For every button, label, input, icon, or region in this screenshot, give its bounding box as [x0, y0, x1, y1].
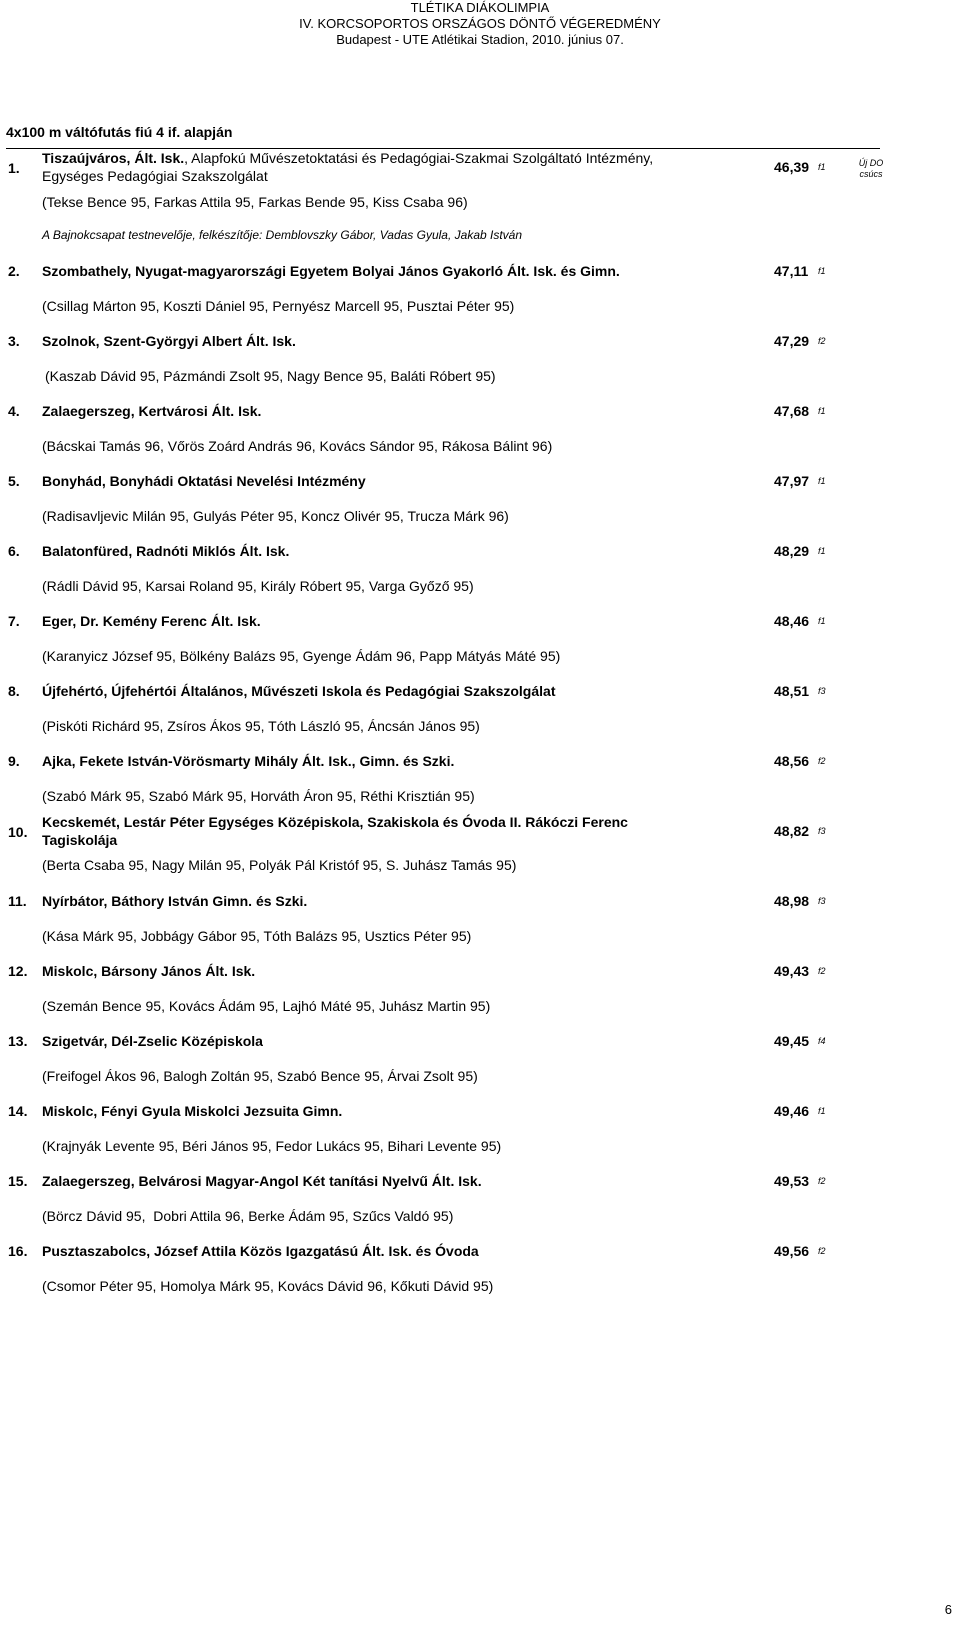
team-members: (Szabó Márk 95, Szabó Márk 95, Horváth Áron 95, Réthi Krisztián 95) [42, 788, 475, 804]
time: 49,45 [774, 1033, 810, 1049]
header-venue: Budapest - UTE Atlétikai Stadion, 2010. június 07. [336, 32, 624, 47]
team-members: (Kaszab Dávid 95, Pázmándi Zsolt 95, Nagy Bence 95, Baláti Róbert 95) [45, 368, 496, 384]
record-note [856, 158, 886, 180]
school-name: Ajka, Fekete István-Vörösmarty Mihály Ált. Isk., Gimn. és Szki. [42, 753, 455, 769]
heat: f3 [818, 826, 826, 836]
place: 13. [8, 1033, 28, 1049]
time: 48,29 [774, 543, 810, 559]
team-members: (Karanyicz József 95, Bölkény Balázs 95, Gyenge Ádám 96, Papp Mátyás Máté 95) [42, 648, 561, 664]
school-name: Nyírbátor, Báthory István Gimn. és Szki. [42, 893, 308, 909]
time: 49,53 [774, 1173, 810, 1189]
team-members: (Bácskai Tamás 96, Vőrös Zoárd András 96, Kovács Sándor 95, Rákosa Bálint 96) [42, 438, 553, 454]
school-name: Szigetvár, Dél-Zselic Középiskola [42, 1033, 263, 1049]
place: 10. [8, 824, 28, 840]
place: 3. [8, 333, 20, 349]
time: 48,82 [774, 823, 810, 839]
school-name-rest: , Alapfokú Művészetoktatási és Pedagógiai-Szakmai Szolgáltató Intézmény, [184, 150, 654, 166]
place: 15. [8, 1173, 28, 1189]
team-members: (Freifogel Ákos 96, Balogh Zoltán 95, Szabó Bence 95, Árvai Zsolt 95) [42, 1068, 478, 1084]
time: 49,56 [774, 1243, 810, 1259]
place: 4. [8, 403, 20, 419]
event-divider [6, 148, 880, 149]
school-name: Zalaegerszeg, Kertvárosi Ált. Isk. [42, 403, 262, 419]
time: 49,43 [774, 963, 810, 979]
place: 7. [8, 613, 20, 629]
school-name: Szolnok, Szent-Györgyi Albert Ált. Isk. [42, 333, 296, 349]
heat: f3 [818, 686, 826, 696]
place: 5. [8, 473, 20, 489]
time: 47,11 [774, 263, 809, 279]
page-number: 6 [944, 1602, 952, 1617]
heat: f1 [818, 266, 826, 276]
school-name: Kecskemét, Lestár Péter Egységes Középiskola, Szakiskola és Óvoda II. Rákóczi Ferenc [42, 814, 628, 830]
record-note-line2: csúcs [859, 169, 883, 179]
team-members: (Kása Márk 95, Jobbágy Gábor 95, Tóth Balázs 95, Usztics Péter 95) [42, 928, 472, 944]
coach-note: A Bajnokcsapat testnevelője, felkészítője: Demblovszky Gábor, Vadas Gyula, Jakab István [42, 228, 523, 242]
time: 48,46 [774, 613, 810, 629]
heat: f1 [818, 162, 826, 172]
team-members: (Piskóti Richárd 95, Zsíros Ákos 95, Tóth László 95, Áncsán János 95) [42, 718, 480, 734]
school-name-bold: Tiszaújváros, Ált. Isk. [42, 150, 185, 166]
school-name: Miskolc, Fényi Gyula Miskolci Jezsuita Gimn. [42, 1103, 343, 1119]
team-members: (Krajnyák Levente 95, Béri János 95, Fedor Lukács 95, Bihari Levente 95) [42, 1138, 502, 1154]
time: 49,46 [774, 1103, 810, 1119]
header-subtitle: IV. KORCSOPORTOS ORSZÁGOS DÖNTŐ VÉGEREDMÉNY [299, 16, 661, 31]
heat: f1 [818, 1106, 826, 1116]
heat: f2 [818, 336, 826, 346]
event-title: 4x100 m váltófutás fiú 4 if. alapján [6, 124, 233, 140]
place: 16. [8, 1243, 28, 1259]
time: 48,98 [774, 893, 810, 909]
heat: f2 [818, 966, 826, 976]
time: 47,29 [774, 333, 810, 349]
school-name: Újfehértó, Újfehértói Általános, Művészeti Iskola és Pedagógiai Szakszolgálat [42, 683, 556, 699]
school-name: Pusztaszabolcs, József Attila Közös Igazgatású Ált. Isk. és Óvoda [42, 1243, 479, 1259]
time: 47,68 [774, 403, 810, 419]
heat: f1 [818, 476, 826, 486]
heat: f3 [818, 896, 826, 906]
time: 48,51 [774, 683, 810, 699]
school-name-line2: Egységes Pedagógiai Szakszolgálat [42, 168, 268, 184]
team-members: (Csomor Péter 95, Homolya Márk 95, Kovács Dávid 96, Kőkuti Dávid 95) [42, 1278, 494, 1294]
place: 9. [8, 753, 20, 769]
heat: f1 [818, 616, 826, 626]
header-title: TLÉTIKA DIÁKOLIMPIA [410, 0, 550, 15]
place: 14. [8, 1103, 28, 1119]
team-members: (Csillag Márton 95, Koszti Dániel 95, Pernyész Marcell 95, Pusztai Péter 95) [42, 298, 515, 314]
team-members: (Berta Csaba 95, Nagy Milán 95, Polyák Pál Kristóf 95, S. Juhász Tamás 95) [42, 857, 517, 873]
place: 11. [8, 893, 27, 909]
heat: f4 [818, 1036, 826, 1046]
time: 48,56 [774, 753, 810, 769]
school-name [42, 150, 653, 166]
place: 12. [8, 963, 28, 979]
heat: f1 [818, 406, 826, 416]
time: 47,97 [774, 473, 810, 489]
place: 6. [8, 543, 20, 559]
school-name: Szombathely, Nyugat-magyarországi Egyetem Bolyai János Gyakorló Ált. Isk. és Gimn. [42, 263, 620, 279]
school-name: Eger, Dr. Kemény Ferenc Ált. Isk. [42, 613, 261, 629]
time: 46,39 [774, 159, 810, 175]
heat: f2 [818, 1176, 826, 1186]
heat: f2 [818, 1246, 826, 1256]
heat: f1 [818, 546, 826, 556]
place: 2. [8, 263, 20, 279]
place: 8. [8, 683, 20, 699]
school-name: Miskolc, Bársony János Ált. Isk. [42, 963, 256, 979]
heat: f2 [818, 756, 826, 766]
place: 1. [8, 160, 20, 176]
school-name: Bonyhád, Bonyhádi Oktatási Nevelési Intézmény [42, 473, 366, 489]
school-name: Zalaegerszeg, Belvárosi Magyar-Angol Két tanítási Nyelvű Ált. Isk. [42, 1173, 482, 1189]
school-name-line2: Tagiskolája [42, 832, 118, 848]
team-members: (Rádli Dávid 95, Karsai Roland 95, Király Róbert 95, Varga Győző 95) [42, 578, 474, 594]
team-members: (Börcz Dávid 95, Dobri Attila 96, Berke Ádám 95, Szűcs Valdó 95) [42, 1208, 454, 1224]
record-note-line1: Új DO [858, 158, 884, 168]
team-members: (Radisavljevic Milán 95, Gulyás Péter 95, Koncz Olivér 95, Trucza Márk 96) [42, 508, 509, 524]
school-name: Balatonfüred, Radnóti Miklós Ált. Isk. [42, 543, 290, 559]
team-members: (Szemán Bence 95, Kovács Ádám 95, Lajhó Máté 95, Juhász Martin 95) [42, 998, 491, 1014]
team-members: (Tekse Bence 95, Farkas Attila 95, Farkas Bende 95, Kiss Csaba 96) [42, 194, 468, 210]
